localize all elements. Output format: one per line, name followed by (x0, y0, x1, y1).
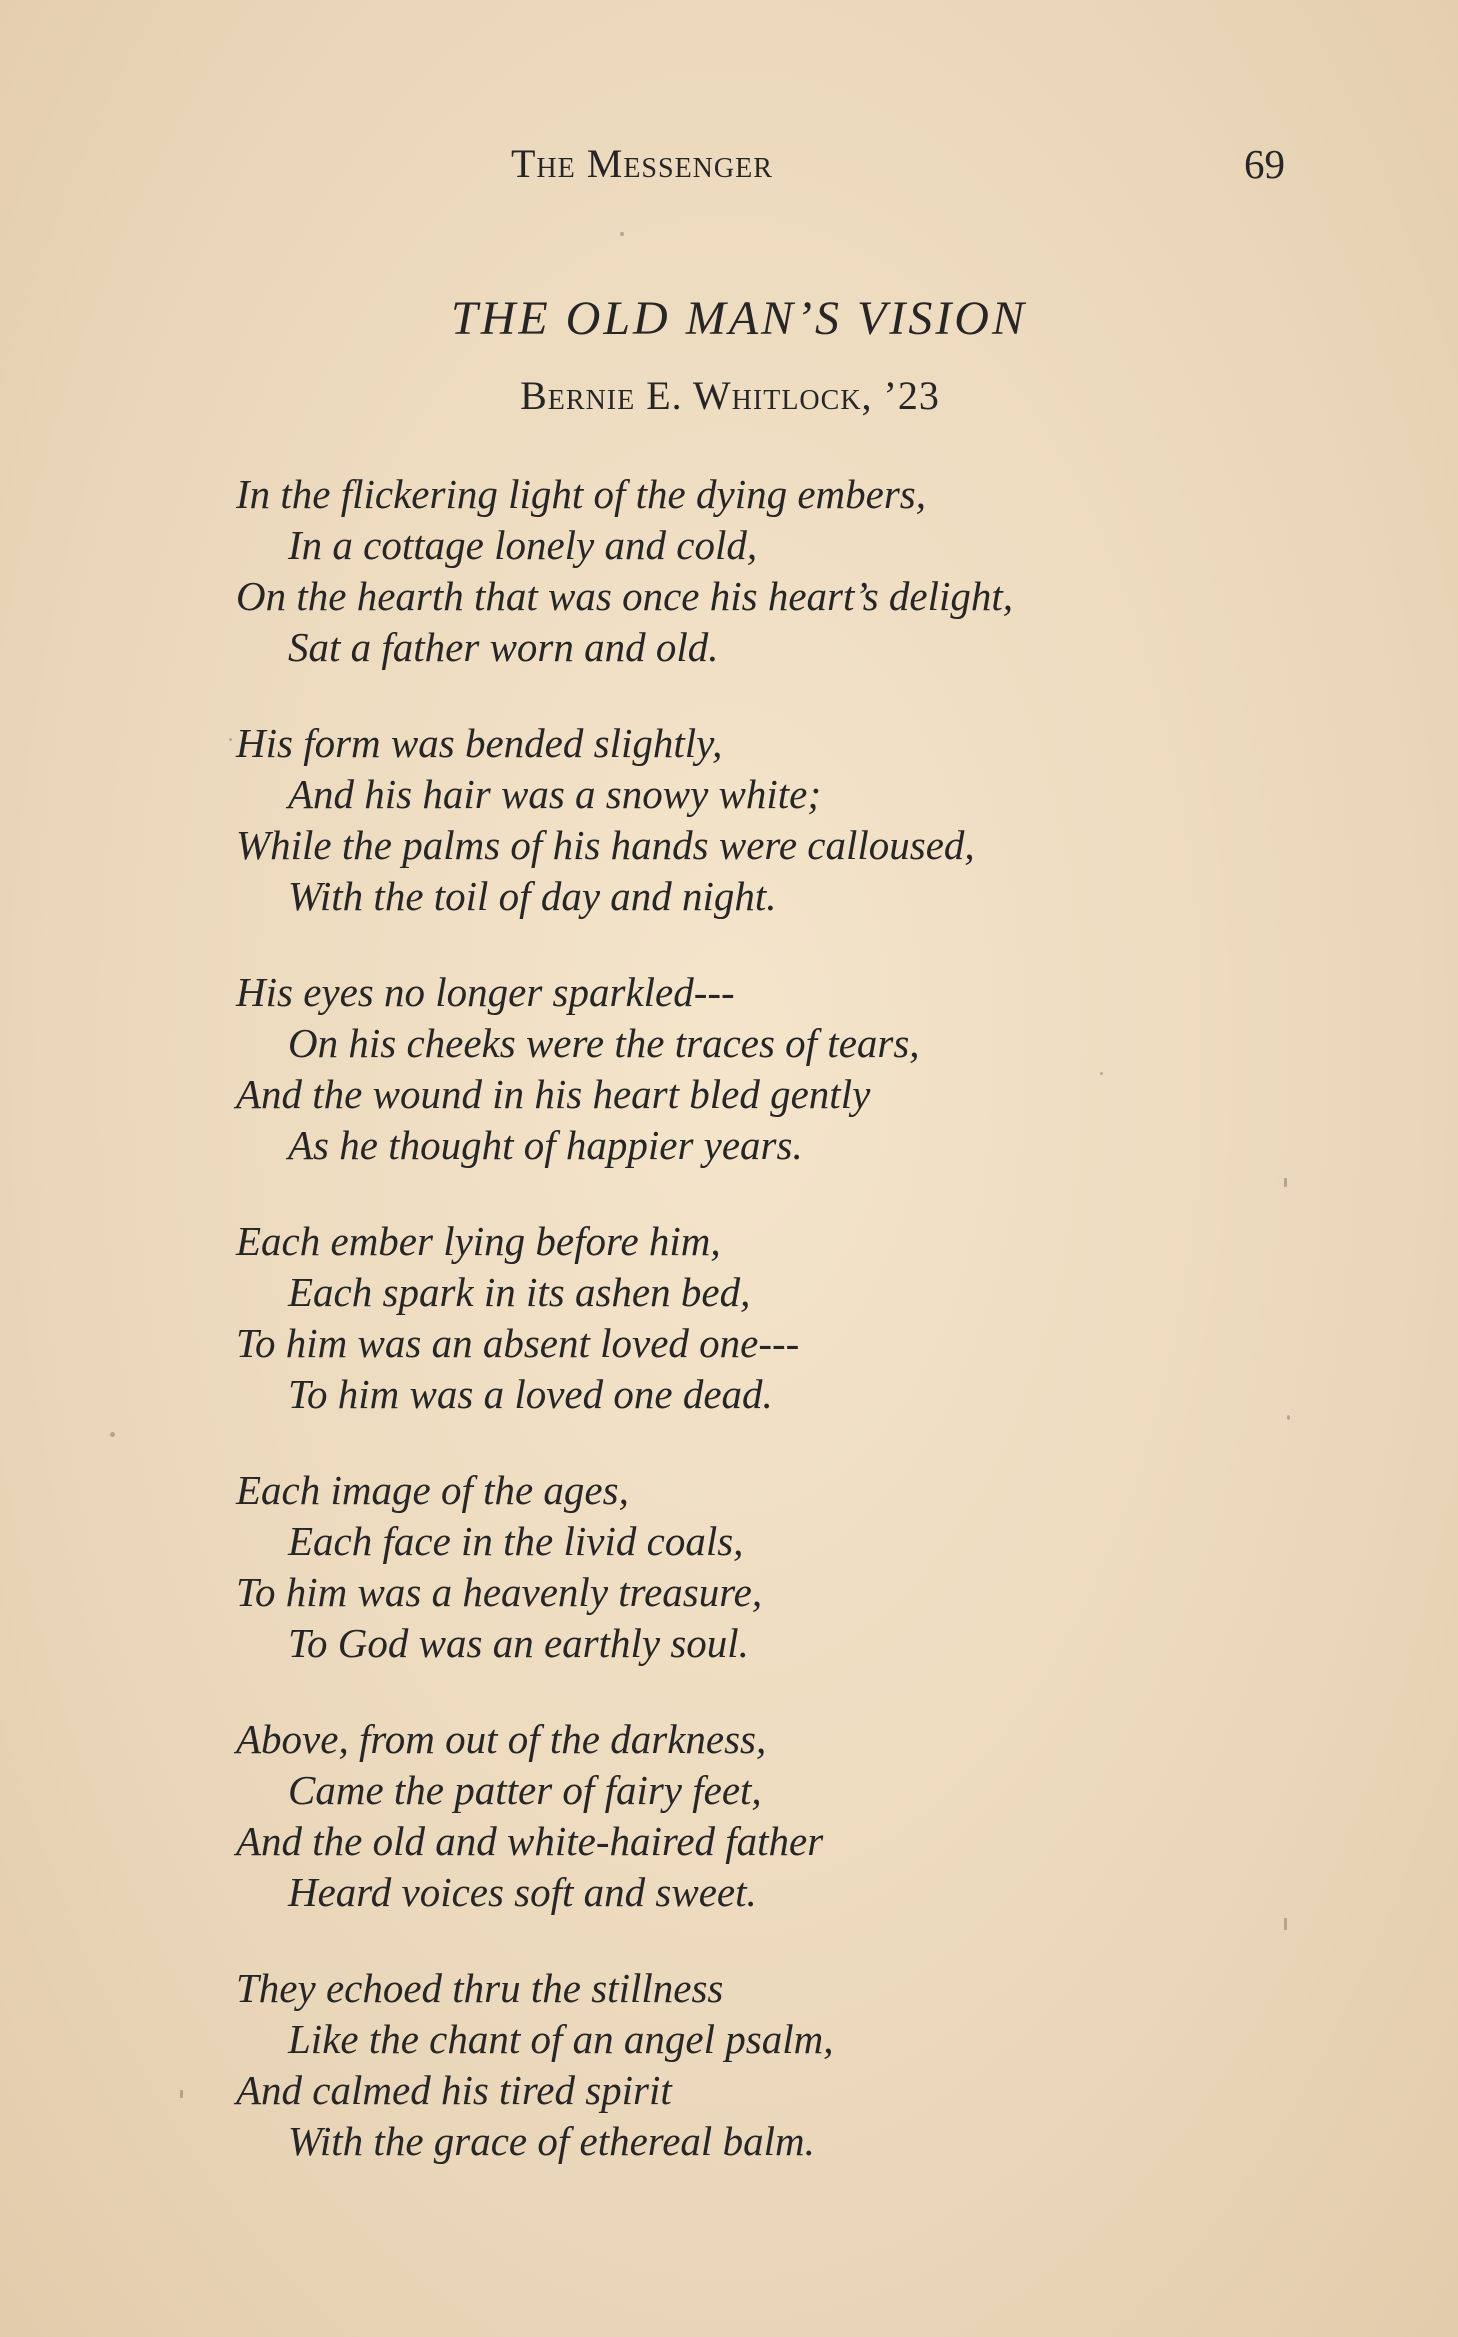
poem-line: His eyes no longer sparkled--- (236, 969, 735, 1015)
poem-line: To him was a heavenly treasure, (236, 1569, 763, 1615)
poem-line: To him was an absent loved one--- (236, 1320, 800, 1366)
paper-speck (180, 2090, 183, 2098)
poem-line: Like the chant of an angel psalm, (288, 2016, 834, 2062)
journal-title: The Messenger (511, 141, 773, 186)
paper-speck (1284, 1178, 1287, 1187)
poem-line: With the grace of ethereal balm. (288, 2118, 815, 2164)
poem-line: And calmed his tired spirit (236, 2067, 672, 2113)
paper-speck (1284, 1918, 1287, 1930)
poem-line: While the palms of his hands were calloused, (236, 822, 975, 868)
author-byline: Bernie E. Whitlock, ’23 (520, 373, 940, 418)
poem-line: Each image of the ages, (236, 1467, 629, 1513)
poem-body (236, 469, 1356, 2212)
poem-line: In the flickering light of the dying embers, (236, 471, 927, 517)
paper-speck (110, 1432, 115, 1437)
paper-speck (229, 738, 232, 741)
poem-line: To God was an earthly soul. (288, 1620, 749, 1666)
stanza (236, 1216, 1356, 1420)
poem-line: Sat a father worn and old. (288, 624, 719, 670)
poem-line: They echoed thru the stillness (236, 1965, 724, 2011)
poem-line: In a cottage lonely and cold, (288, 522, 758, 568)
running-head (0, 138, 1458, 190)
poem-line: As he thought of happier years. (288, 1122, 803, 1168)
paper-speck (1287, 1415, 1290, 1420)
poem-line: Above, from out of the darkness, (236, 1716, 767, 1762)
stanza (236, 1465, 1356, 1669)
poem-line: And the old and white-haired father (236, 1818, 824, 1864)
poem-line: To him was a loved one dead. (288, 1371, 773, 1417)
poem-line: With the toil of day and night. (288, 873, 777, 919)
poem-line: Each face in the livid coals, (288, 1518, 744, 1564)
stanza (236, 718, 1356, 922)
stanza (236, 1714, 1356, 1918)
poem-line: Came the patter of fairy feet, (288, 1767, 762, 1813)
poem-line: On the hearth that was once his heart’s delight, (236, 573, 1014, 619)
poem-line: And the wound in his heart bled gently (236, 1071, 871, 1117)
poem-line: Each spark in its ashen bed, (288, 1269, 751, 1315)
stanza (236, 967, 1356, 1171)
poem-line: On his cheeks were the traces of tears, (288, 1020, 920, 1066)
poem-line: His form was bended slightly, (236, 720, 723, 766)
poem-line: And his hair was a snowy white; (288, 771, 822, 817)
stanza (236, 469, 1356, 673)
poem-line: Heard voices soft and sweet. (288, 1869, 757, 1915)
poem-line: Each ember lying before him, (236, 1218, 721, 1264)
page-number: 69 (1244, 141, 1285, 187)
poem-title: THE OLD MAN’S VISION (451, 292, 1027, 345)
paper-speck (1100, 1072, 1103, 1075)
stanza (236, 1963, 1356, 2167)
paper-speck (620, 232, 624, 236)
